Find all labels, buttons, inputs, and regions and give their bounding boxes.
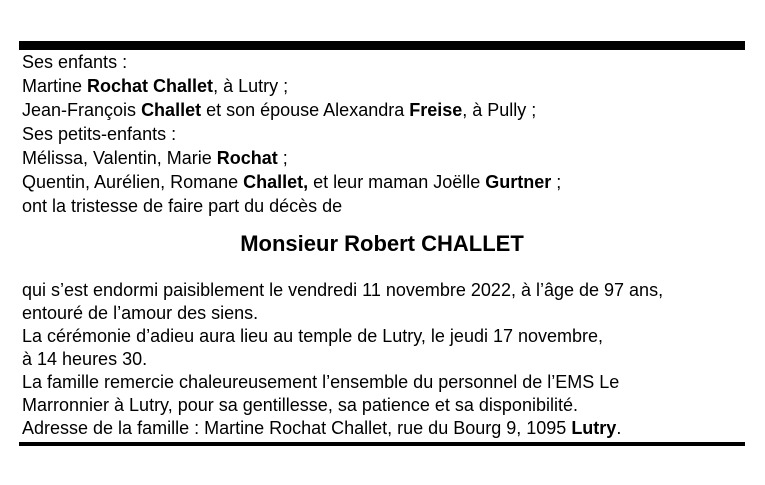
name-emphasis: Rochat: [216, 148, 278, 168]
text-segment: et leur maman Joëlle: [308, 172, 486, 192]
text-segment: Adresse de la famille : Martine Rochat Challet, rue du Bourg 9, 1095: [22, 418, 572, 438]
text-segment: La famille remercie chaleureusement l’ensemble du personnel de l’EMS Le: [22, 372, 620, 392]
text-segment: Jean-François: [22, 100, 142, 120]
text-segment: Mélissa, Valentin, Marie: [22, 148, 217, 168]
text-line: [22, 170, 752, 194]
notice-body-block: [22, 279, 752, 440]
text-line: [22, 325, 752, 348]
text-segment: Marronnier à Lutry, pour sa gentillesse, sa patience et sa disponibilité.: [22, 395, 578, 415]
family-announcement-block: [22, 50, 752, 218]
text-line: [22, 417, 752, 440]
text-segment: et son épouse Alexandra: [201, 100, 410, 120]
bottom-border-rule: [19, 442, 745, 446]
text-segment: , à Pully ;: [462, 100, 537, 120]
text-line: [22, 146, 752, 170]
text-segment: qui s’est endormi paisiblement le vendredi 11 novembre 2022, à l’âge de 97 ans,: [22, 280, 664, 300]
text-line: [22, 74, 752, 98]
name-emphasis: Challet: [141, 100, 202, 120]
text-line: [22, 371, 752, 394]
text-line: [22, 122, 752, 146]
text-segment: Quentin, Aurélien, Romane: [22, 172, 244, 192]
name-emphasis: Gurtner: [485, 172, 552, 192]
text-segment: Ses petits-enfants :: [22, 124, 177, 144]
text-segment: à 14 heures 30.: [22, 349, 148, 369]
text-segment: ont la tristesse de faire part du décès de: [22, 196, 343, 216]
text-segment: Martine: [22, 76, 88, 96]
text-segment: ;: [277, 148, 288, 168]
text-segment: entouré de l’amour des siens.: [22, 303, 259, 323]
text-segment: , à Lutry ;: [213, 76, 289, 96]
text-segment: La cérémonie d’adieu aura lieu au temple de Lutry, le jeudi 17 novembre,: [22, 326, 604, 346]
text-line: [22, 348, 752, 371]
name-emphasis: Freise: [409, 100, 463, 120]
text-line: [22, 194, 752, 218]
text-line: [22, 302, 752, 325]
text-segment: .: [616, 418, 622, 438]
name-emphasis: Lutry: [571, 418, 617, 438]
text-line: [22, 50, 752, 74]
text-line: [22, 279, 752, 302]
top-border-rule: [19, 41, 745, 50]
text-segment: ;: [551, 172, 562, 192]
name-emphasis: Challet,: [243, 172, 309, 192]
text-segment: Ses enfants :: [22, 52, 128, 72]
name-emphasis: Rochat Challet: [87, 76, 214, 96]
text-line: [22, 394, 752, 417]
text-line: [22, 98, 752, 122]
deceased-name-title: Monsieur Robert CHALLET: [240, 231, 524, 256]
